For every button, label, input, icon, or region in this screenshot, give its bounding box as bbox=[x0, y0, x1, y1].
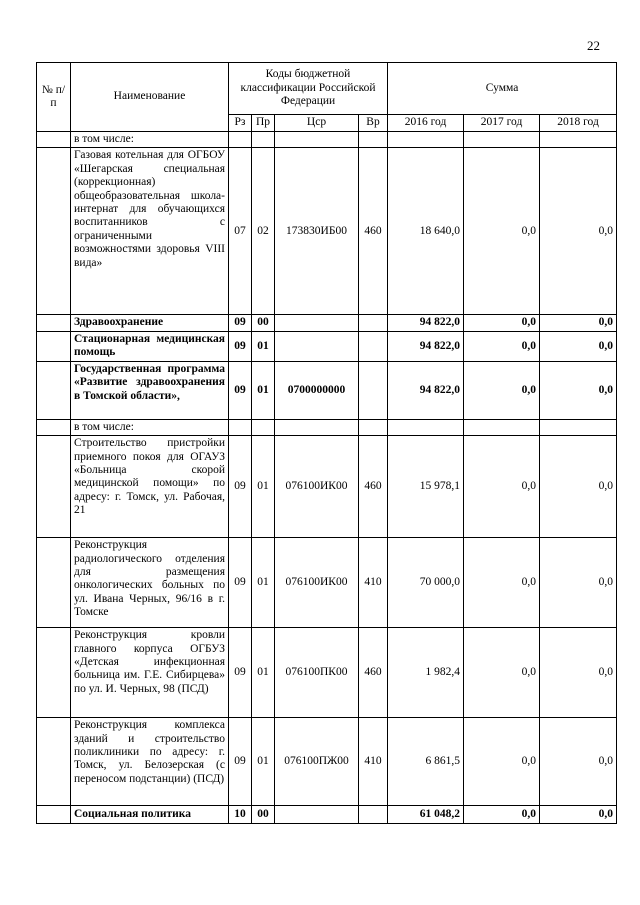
row-num bbox=[37, 361, 71, 419]
header-2016: 2016 год bbox=[388, 115, 464, 132]
row-sum-2016: 61 048,2 bbox=[388, 806, 464, 824]
row-name: Стационарная медицинская помощь bbox=[71, 331, 229, 361]
row-vr bbox=[359, 361, 388, 419]
row-sum-2018: 0,0 bbox=[540, 628, 617, 718]
header-codes: Коды бюджетной классификации Российской Федерации bbox=[229, 63, 388, 115]
row-sum-2018: 0,0 bbox=[540, 718, 617, 806]
row-csr bbox=[275, 331, 359, 361]
row-name: Строительство пристройки приемного покоя для ОГАУЗ «Больница скорой медицинской помощи» по адресу: г. Томск, ул. Рабочая, 21 bbox=[71, 436, 229, 538]
row-csr: 076100ИК00 bbox=[275, 436, 359, 538]
row-num bbox=[37, 419, 71, 435]
row-sum-2017: 0,0 bbox=[464, 315, 540, 331]
row-csr: 0700000000 bbox=[275, 361, 359, 419]
row-sum-2016: 15 978,1 bbox=[388, 436, 464, 538]
row-num bbox=[37, 806, 71, 824]
row-csr: 076100ИК00 bbox=[275, 538, 359, 628]
row-rz: 09 bbox=[229, 628, 252, 718]
row-num bbox=[37, 628, 71, 718]
row-csr bbox=[275, 806, 359, 824]
page-number: 22 bbox=[587, 38, 600, 53]
header-2018: 2018 год bbox=[540, 115, 617, 132]
row-vr: 410 bbox=[359, 718, 388, 806]
row-num bbox=[37, 538, 71, 628]
row-sum-2016: 70 000,0 bbox=[388, 538, 464, 628]
row-num bbox=[37, 718, 71, 806]
row-vr: 460 bbox=[359, 436, 388, 538]
row-sum-2017: 0,0 bbox=[464, 538, 540, 628]
row-sum-2016: 94 822,0 bbox=[388, 315, 464, 331]
row-sum-2018: 0,0 bbox=[540, 148, 617, 315]
row-sum-2018: 0,0 bbox=[540, 361, 617, 419]
row-rz: 10 bbox=[229, 806, 252, 824]
row-csr: 076100ПК00 bbox=[275, 628, 359, 718]
row-name: Здравоохранение bbox=[71, 315, 229, 331]
row-sum-2018: 0,0 bbox=[540, 436, 617, 538]
row-sum-2016: 94 822,0 bbox=[388, 361, 464, 419]
row-name: в том числе: bbox=[71, 132, 229, 148]
row-vr: 410 bbox=[359, 538, 388, 628]
row-sum-2017: 0,0 bbox=[464, 361, 540, 419]
header-csr: Цср bbox=[275, 115, 359, 132]
budget-table bbox=[36, 62, 617, 824]
row-sum-2017: 0,0 bbox=[464, 148, 540, 315]
row-csr: 173830ИБ00 bbox=[275, 148, 359, 315]
row-rz: 09 bbox=[229, 538, 252, 628]
row-rz: 09 bbox=[229, 718, 252, 806]
row-name: Газовая котельная для ОГБОУ «Шегарская специальная (коррекционная) общеобразовательная школа-интернат для обучающихся воспитанников с ограниченными возможностями здоровья VIII вида» bbox=[71, 148, 229, 315]
row-pr: 01 bbox=[252, 718, 275, 806]
row-sum-2017: 0,0 bbox=[464, 718, 540, 806]
row-sum-2018: 0,0 bbox=[540, 806, 617, 824]
row-name: в том числе: bbox=[71, 419, 229, 435]
row-sum-2018: 0,0 bbox=[540, 331, 617, 361]
row-csr: 076100ПЖ00 bbox=[275, 718, 359, 806]
row-vr bbox=[359, 806, 388, 824]
row-pr: 02 bbox=[252, 148, 275, 315]
row-name: Реконструкция комплекса зданий и строительство поликлиники по адресу: г. Томск, ул. Белозерская (с переносом подстанции) (ПСД) bbox=[71, 718, 229, 806]
row-csr bbox=[275, 315, 359, 331]
row-pr: 01 bbox=[252, 361, 275, 419]
row-sum-2016: 1 982,4 bbox=[388, 628, 464, 718]
row-name: Реконструкция радиологического отделения для размещения онкологических больных по ул. Ивана Черных, 96/16 в г. Томске bbox=[71, 538, 229, 628]
row-rz: 09 bbox=[229, 315, 252, 331]
row-pr: 01 bbox=[252, 436, 275, 538]
row-num bbox=[37, 315, 71, 331]
row-pr: 00 bbox=[252, 806, 275, 824]
row-vr bbox=[359, 315, 388, 331]
row-sum-2017: 0,0 bbox=[464, 436, 540, 538]
row-sum-2016: 18 640,0 bbox=[388, 148, 464, 315]
header-pr: Пр bbox=[252, 115, 275, 132]
row-rz: 09 bbox=[229, 331, 252, 361]
header-vr: Вр bbox=[359, 115, 388, 132]
row-num bbox=[37, 436, 71, 538]
header-2017: 2017 год bbox=[464, 115, 540, 132]
row-rz: 09 bbox=[229, 361, 252, 419]
row-rz: 07 bbox=[229, 148, 252, 315]
row-name: Реконструкция кровли главного корпуса ОГБУЗ «Детская инфекционная больница им. Г.Е. Сибирцева» по ул. И. Черных, 98 (ПСД) bbox=[71, 628, 229, 718]
row-sum-2016: 94 822,0 bbox=[388, 331, 464, 361]
row-pr: 01 bbox=[252, 628, 275, 718]
row-sum-2017: 0,0 bbox=[464, 331, 540, 361]
row-vr: 460 bbox=[359, 628, 388, 718]
row-num bbox=[37, 331, 71, 361]
row-rz: 09 bbox=[229, 436, 252, 538]
row-sum-2016: 6 861,5 bbox=[388, 718, 464, 806]
row-num bbox=[37, 148, 71, 315]
row-pr: 01 bbox=[252, 538, 275, 628]
row-sum-2017: 0,0 bbox=[464, 806, 540, 824]
row-name: Социальная политика bbox=[71, 806, 229, 824]
row-name: Государственная программа «Развитие здравоохранения в Томской области», bbox=[71, 361, 229, 419]
header-name: Наименование bbox=[71, 63, 229, 132]
row-pr: 00 bbox=[252, 315, 275, 331]
header-sum: Сумма bbox=[388, 63, 617, 115]
row-pr: 01 bbox=[252, 331, 275, 361]
row-num bbox=[37, 132, 71, 148]
row-vr: 460 bbox=[359, 148, 388, 315]
row-sum-2018: 0,0 bbox=[540, 315, 617, 331]
row-sum-2017: 0,0 bbox=[464, 628, 540, 718]
header-num: № п/п bbox=[37, 63, 71, 132]
row-sum-2018: 0,0 bbox=[540, 538, 617, 628]
header-rz: Рз bbox=[229, 115, 252, 132]
row-vr bbox=[359, 331, 388, 361]
